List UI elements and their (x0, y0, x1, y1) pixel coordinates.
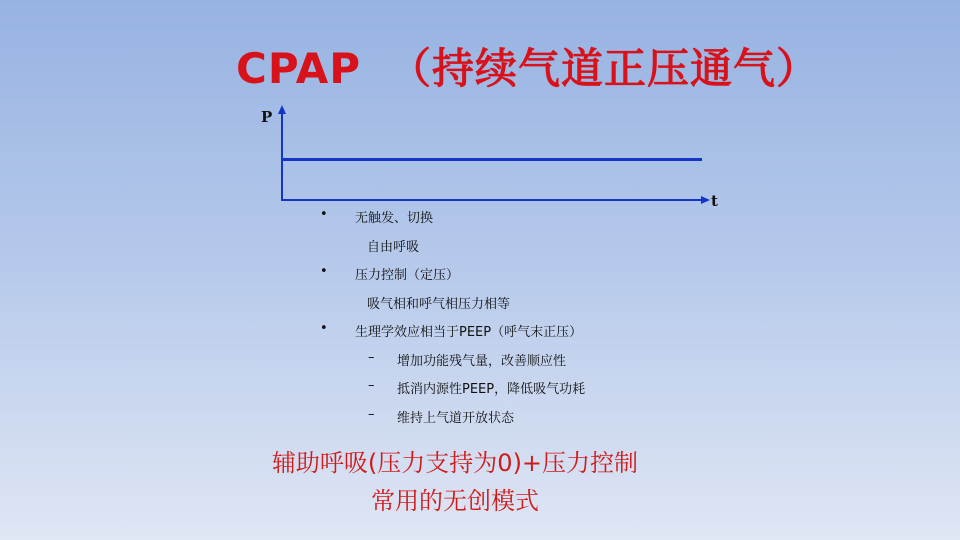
bullet-text-level-1: 无触发、切换 (355, 211, 434, 226)
bullet-marker: – (368, 406, 375, 422)
footer-line-2: 常用的无创模式 (371, 487, 539, 515)
bullet-text-level-2: 自由呼吸 (367, 239, 420, 255)
title-main: CPAP (236, 44, 362, 93)
bullet-text-level-1: 压力控制（定压） (355, 268, 460, 283)
x-axis-label: t (711, 192, 718, 210)
bullet-marker: • (320, 264, 328, 279)
bullet-text-level-2: 吸气相和呼气相压力相等 (367, 296, 511, 312)
bullet-text-level-3: 增加功能残气量，改善顺应性 (397, 353, 567, 369)
bullet-text-level-3: 抵消内源性PEEP，降低吸气功耗 (397, 382, 586, 397)
bullet-text-level-3: 维持上气道开放状态 (397, 410, 515, 426)
bullet-marker: – (368, 349, 375, 365)
y-axis-label: P (261, 108, 273, 126)
bullet-text-level-1: 生理学效应相当于PEEP（呼气末正压） (355, 325, 583, 340)
bullet-marker: – (368, 378, 375, 393)
footer-line-1: 辅助呼吸(压力支持为0)+压力控制 (271, 449, 639, 477)
bullet-marker: • (320, 321, 328, 336)
bullet-marker: • (320, 207, 328, 222)
title-sub: （持续气道正压通气） (389, 44, 820, 93)
